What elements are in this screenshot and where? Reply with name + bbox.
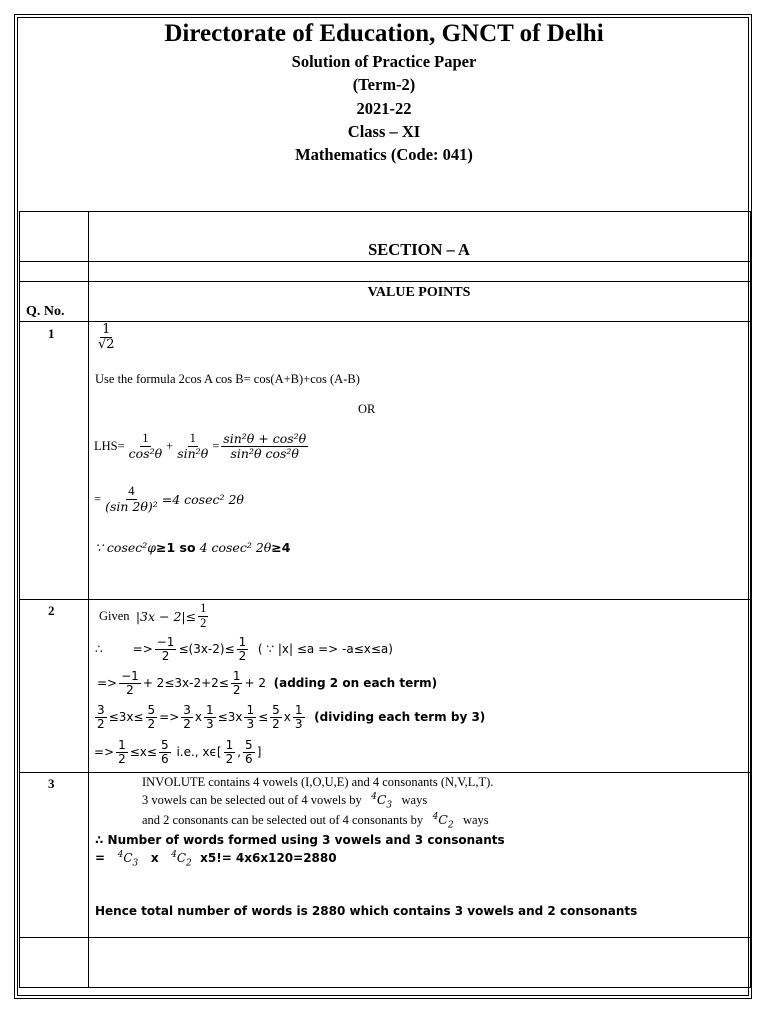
question-number: 2	[48, 603, 55, 618]
class-label: Class – XI	[347, 122, 421, 141]
question-number: 3	[48, 776, 55, 791]
value-points-heading: VALUE POINTS	[367, 285, 471, 300]
paper-type: Solution of Practice Paper	[291, 52, 477, 71]
simplified-expression: = $\frac{4}{\text{(sin 2θ)²}}$ =4 cosec² 2θ	[94, 484, 244, 514]
document-title: Directorate of Education, GNCT of Delhi	[164, 20, 604, 47]
answer-value: $\frac{1}{√2}$	[98, 322, 115, 353]
step-line-1: ∴ => $\frac{-1}{2}$ ≤(3x-2)≤ $\frac{1}{2}$ ( ∵ |x| ≤a => -a≤x≤a)	[95, 635, 393, 664]
q3-line-3: and 2 consonants can be selected out of 4 consonants by $^4C_2$ ways	[142, 812, 489, 831]
q3-conclusion: Hence total number of words is 2880 which contains 3 vowels and 2 consonants	[95, 904, 638, 918]
term: (Term-2)	[352, 75, 416, 94]
or-separator: OR	[358, 402, 376, 416]
q3-line-1: INVOLUTE contains 4 vowels (I,O,U,E) and 4 consonants (N,V,L,T).	[142, 775, 494, 789]
step-line-3: $\frac{3}{2}$ ≤3x≤ $\frac{5}{2}$ => $\frac{3}{2}$ x $\frac{1}{3}$ ≤3x $\frac{1}{3}$ ≤ $\frac{5}{2}$ x $\frac{1}{3}$ (dividing each term by 3)	[97, 703, 486, 732]
step-line-4: => $\frac{1}{2}$ ≤x≤ $\frac{5}{6}$ i.e., xϵ[ $\frac{1}{2}$ , $\frac{5}{6}$ ]	[94, 738, 262, 767]
step-line-2: => $\frac{-1}{2}$ + 2≤3x-2+2≤ $\frac{1}{2}$ + 2 (adding 2 on each term)	[97, 669, 438, 698]
q3-line-2: 3 vowels can be selected out of 4 vowels by $^4C_3$ ways	[142, 792, 428, 811]
q3-line-4: ∴ Number of words formed using 3 vowels and 3 consonants	[95, 833, 505, 847]
session-year: 2021-22	[356, 99, 412, 118]
qno-heading: Q. No.	[26, 304, 65, 319]
q3-line-5: = $^4C_3$ x $^4C_2$ x5!= 4x6x120=2880	[95, 850, 337, 869]
formula-hint: Use the formula 2cos A cos B= cos(A+B)+cos (A-B)	[95, 372, 360, 386]
question-number: 1	[48, 326, 55, 341]
conclusion-line: ∵ cosec²φ≥1 so 4 cosec² 2θ≥4	[95, 540, 291, 555]
subject-code: Mathematics (Code: 041)	[295, 145, 473, 164]
section-heading: SECTION – A	[368, 240, 470, 259]
given-line: Given |3x − 2|≤ $\frac{1}{2}$	[99, 601, 207, 630]
lhs-expression: LHS= $\frac{1}{\text{cos²θ}}$ + $\frac{1}{\text{sin²θ}}$ = $\frac{\text{sin²θ + cos²θ}}{\text{sin²θ cos²θ}}$	[94, 431, 307, 461]
